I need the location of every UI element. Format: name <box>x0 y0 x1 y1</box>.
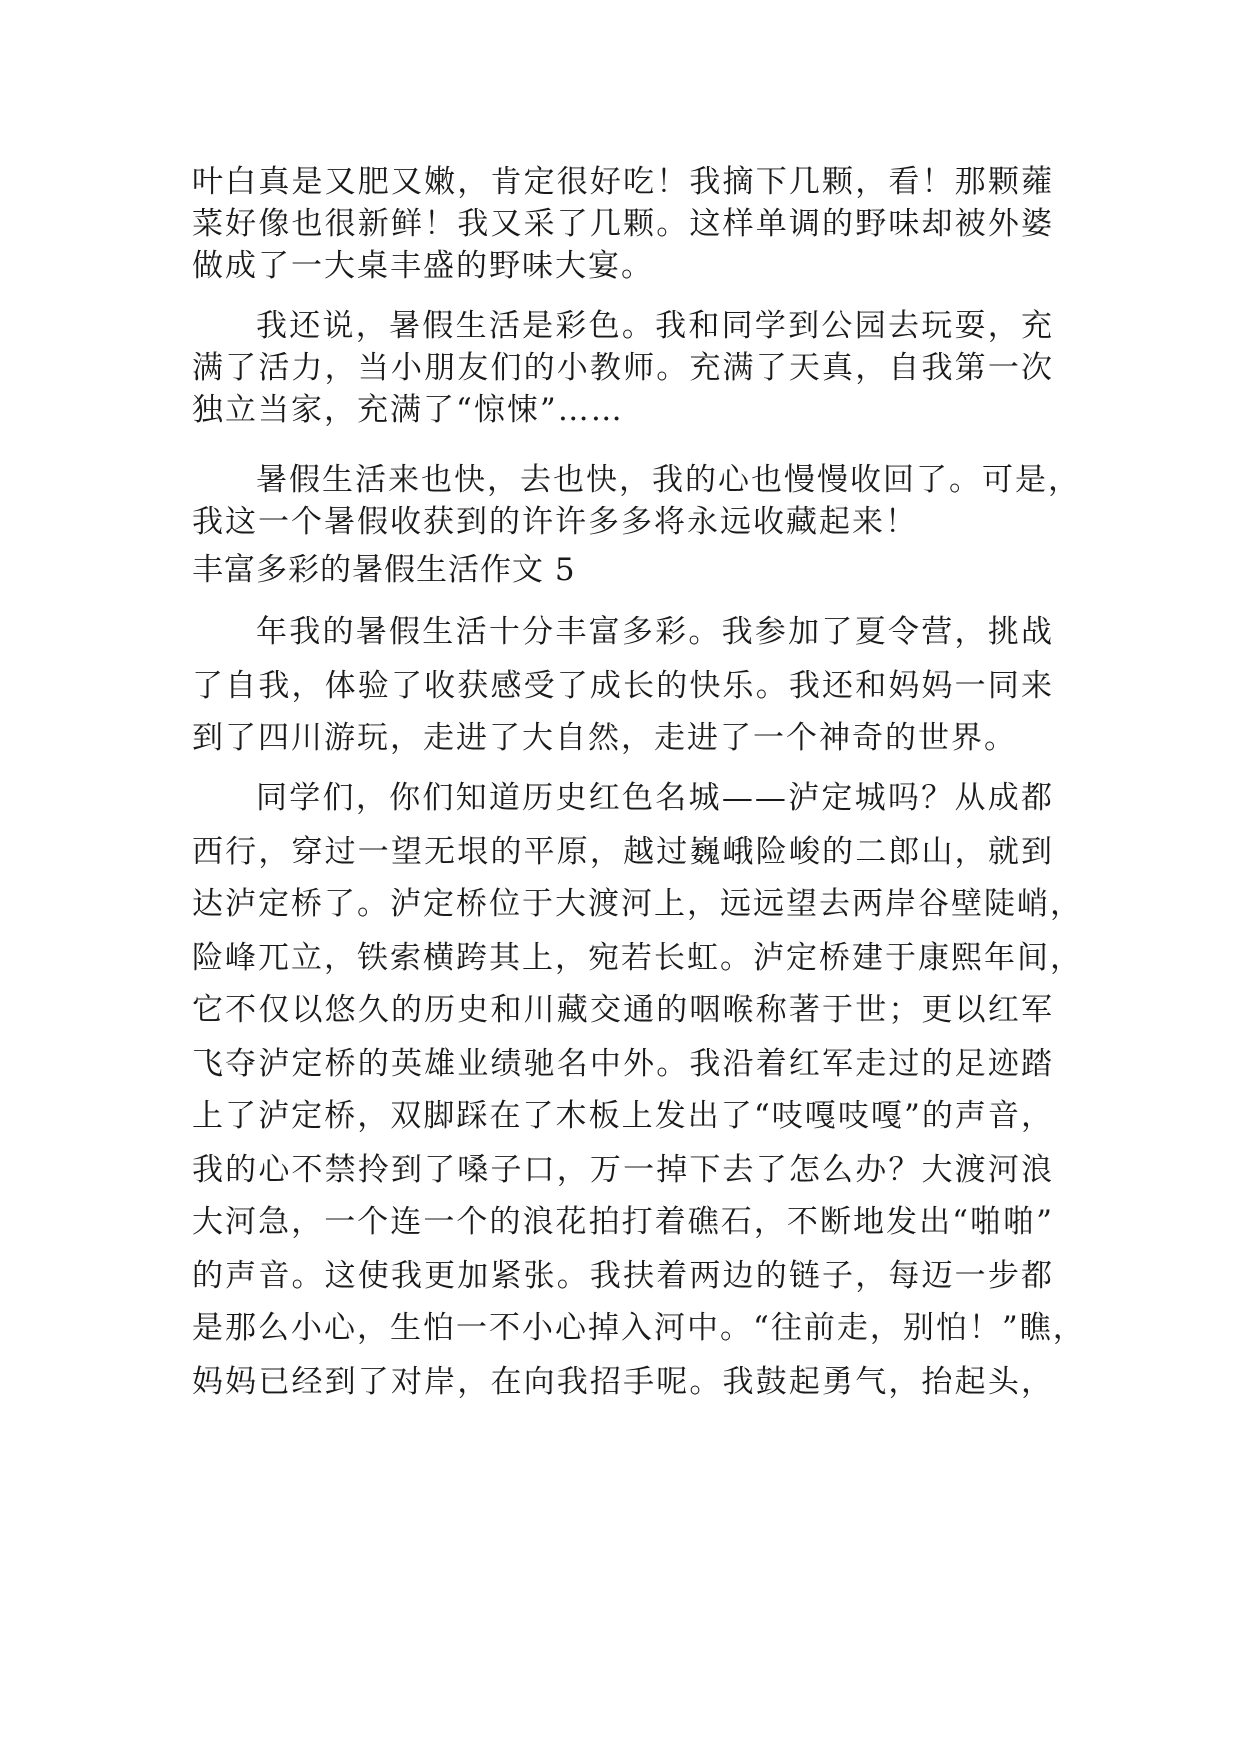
text-line: 的声音。这使我更加紧张。我扶着两边的链子，每迈一步都 <box>192 1258 1054 1294</box>
paragraph-first-line: 同学们，你们知道历史红色名城——泸定城吗？从成都 <box>256 780 1054 816</box>
text-line: 上了泸定桥，双脚踩在了木板上发出了“吱嘎吱嘎”的声音， <box>192 1098 1054 1134</box>
text-line: 独立当家，充满了“惊悚”…… <box>192 392 624 428</box>
text-line: 菜好像也很新鲜！我又采了几颗。这样单调的野味却被外婆 <box>192 206 1054 242</box>
text-line: 叶白真是又肥又嫩，肯定很好吃！我摘下几颗，看！那颗蕹 <box>192 164 1054 200</box>
text-line: 做成了一大桌丰盛的野味大宴。 <box>192 248 654 284</box>
text-line: 是那么小心，生怕一不小心掉入河中。“往前走，别怕！”瞧， <box>192 1310 1086 1346</box>
text-line: 它不仅以悠久的历史和川藏交通的咽喉称著于世；更以红军 <box>192 992 1054 1028</box>
text-line: 大河急，一个连一个的浪花拍打着礁石，不断地发出“啪啪” <box>192 1204 1054 1240</box>
text-line: 西行，穿过一望无垠的平原，越过巍峨险峻的二郎山，就到 <box>192 834 1054 870</box>
text-line: 我这一个暑假收获到的许许多多将永远收藏起来！ <box>192 504 918 540</box>
paragraph-first-line: 年我的暑假生活十分丰富多彩。我参加了夏令营，挑战 <box>256 614 1054 650</box>
text-line: 飞夺泸定桥的英雄业绩驰名中外。我沿着红军走过的足迹踏 <box>192 1046 1054 1082</box>
text-line: 满了活力，当小朋友们的小教师。充满了天真，自我第一次 <box>192 350 1054 386</box>
text-line: 妈妈已经到了对岸，在向我招手呢。我鼓起勇气，抬起头， <box>192 1364 1054 1400</box>
paragraph-first-line: 我还说，暑假生活是彩色。我和同学到公园去玩耍，充 <box>256 308 1054 344</box>
text-line: 达泸定桥了。泸定桥位于大渡河上，远远望去两岸谷壁陡峭， <box>192 886 1083 922</box>
text-line: 险峰兀立，铁索横跨其上，宛若长虹。泸定桥建于康熙年间， <box>192 940 1083 976</box>
text-line: 了自我，体验了收获感受了成长的快乐。我还和妈妈一同来 <box>192 668 1054 704</box>
section-heading: 丰富多彩的暑假生活作文 5 <box>192 552 576 588</box>
text-line: 我的心不禁拎到了嗓子口，万一掉下去了怎么办？大渡河浪 <box>192 1152 1054 1188</box>
paragraph-first-line: 暑假生活来也快，去也快，我的心也慢慢收回了。可是， <box>256 462 1081 498</box>
text-line: 到了四川游玩，走进了大自然，走进了一个神奇的世界。 <box>192 720 1017 756</box>
